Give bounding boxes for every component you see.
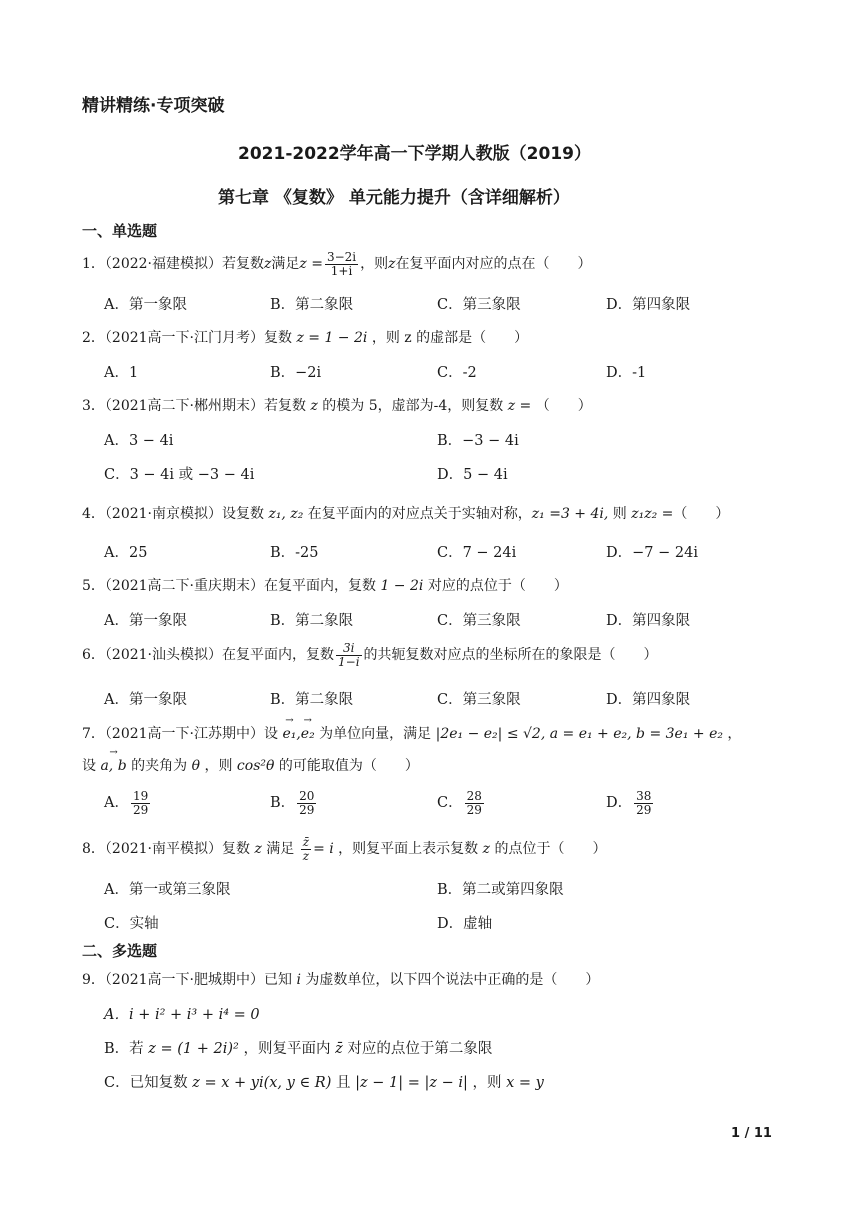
- q9-text-b: 为虚数单位，以下四个说法中正确的是（ ）: [300, 972, 600, 988]
- q3-expr: z =: [507, 398, 532, 414]
- q1-option-c: C．第三象限: [437, 297, 521, 313]
- page-number: 1 / 11: [731, 1126, 772, 1141]
- q3-var: z: [310, 398, 318, 414]
- q8-text-b: 满足: [261, 841, 299, 858]
- q6-option-b: B．第二象限: [270, 692, 354, 708]
- q4-option-b: B．-25: [270, 545, 319, 561]
- q2-text-b: ，则 z 的虚部是（ ）: [367, 330, 529, 346]
- q3-text-a: 3．（2021高二下·郴州期末）若复数: [82, 398, 311, 414]
- document-title: 2021-2022学年高一下学期人教版（2019）: [238, 144, 591, 164]
- q1-tail2: 在复平面内对应的点在（ ）: [395, 256, 592, 273]
- q7-vectors: → e₁,→ e₂: [282, 726, 314, 742]
- series-title: 精讲精练·专项突破: [82, 96, 225, 116]
- q4-vars: z₁, z₂: [268, 506, 304, 522]
- q9-i: i: [296, 972, 301, 988]
- q2-option-a: A．1: [104, 365, 139, 381]
- question-2: [82, 327, 528, 347]
- q5-text-a: 5．（2021高二下·重庆期末）在复平面内，复数: [82, 578, 381, 594]
- section-heading-single: 一、单选题: [82, 222, 158, 240]
- q3-text-b: 的模为 5，虚部为-4，则复数: [317, 398, 508, 414]
- q4-text-c: 则: [608, 506, 632, 522]
- q5-text-b: 对应的点位于（ ）: [423, 578, 568, 594]
- q7-option-a: A． $\frac{19}{29}$: [104, 789, 149, 817]
- q3-option-b: B．−3 − 4i: [437, 433, 519, 449]
- q1-mid: 满足: [271, 256, 300, 273]
- q3-option-d: D．5 − 4i: [437, 467, 508, 483]
- question-7: 7．（2021高一下·江苏期中）设 → e₁,→ e₂ 为单位向量，满足 |2e₁ − e₂| ≤ √2, a = e₁ + e₂, b = 3e₁ + e₂ ，: [82, 723, 741, 743]
- q7-line2-b: 的夹角为: [126, 758, 192, 774]
- q7-text-a: 7．（2021高一下·江苏期中）设: [82, 726, 283, 742]
- q4-option-d: D．−7 − 24i: [606, 545, 698, 561]
- q7-option-d: D． $\frac{38}{29}$: [606, 789, 652, 817]
- q5-expr: 1 − 2i: [380, 578, 424, 594]
- q8-var2: z: [482, 841, 491, 858]
- question-4: [82, 503, 729, 523]
- question-9: [82, 969, 599, 989]
- question-6: [82, 642, 658, 668]
- q5-option-a: A．第一象限: [104, 613, 187, 629]
- q3-option-a: A．3 − 4i: [104, 433, 174, 449]
- q5-option-c: C．第三象限: [437, 613, 521, 629]
- q7-condition: |2e₁ − e₂| ≤ √2, a = e₁ + e₂, b = 3e₁ + e₂: [435, 726, 723, 742]
- question-7-line2: [82, 755, 419, 775]
- q8-option-b: B．第二或第四象限: [437, 882, 564, 898]
- q6-text-b: 的共轭复数对应点的坐标所在的象限是（ ）: [363, 647, 658, 664]
- q4-option-a: A．25: [104, 545, 148, 561]
- q4-text-d: （ ）: [673, 506, 730, 522]
- q7-line2-a: 设: [82, 758, 101, 774]
- q6-option-a: A．第一象限: [104, 692, 187, 708]
- q7-text-b: 为单位向量，满足: [314, 726, 436, 742]
- q9-option-a: A．i + i² + i³ + i⁴ = 0: [104, 1007, 260, 1023]
- q2-expr: z = 1 − 2i: [296, 330, 368, 346]
- q1-option-a: A．第一象限: [104, 297, 187, 313]
- q7-option-b: B． $\frac{20}{29}$: [270, 789, 315, 817]
- q8-option-c: C．实轴: [104, 916, 159, 932]
- q4-option-c: C．7 − 24i: [437, 545, 517, 561]
- q2-option-d: D．-1: [606, 365, 647, 381]
- q6-option-d: D．第四象限: [606, 692, 691, 708]
- q7-line2-c: ，则: [200, 758, 237, 774]
- q2-option-c: C．-2: [437, 365, 477, 381]
- q7-ab: → a, b: [100, 758, 126, 774]
- question-3: [82, 395, 592, 415]
- q8-var: z: [254, 841, 262, 858]
- q8-text-a: 8．（2021·南平模拟）复数: [82, 841, 255, 858]
- q1-option-b: B．第二象限: [270, 297, 354, 313]
- q7-option-c: C． $\frac{28}{29}$: [437, 789, 482, 817]
- q7-cos: cos²θ: [236, 758, 275, 774]
- q4-ask: z₁z₂ =: [631, 506, 674, 522]
- section-heading-multi: 二、多选题: [82, 942, 158, 960]
- q1-var: z: [264, 256, 272, 273]
- q8-text-d: 的点位于（ ）: [490, 841, 607, 858]
- q5-option-d: D．第四象限: [606, 613, 691, 629]
- document-subtitle: 第七章 《复数》 单元能力提升（含详细解析）: [218, 188, 570, 208]
- q2-text-a: 2．（2021高一下·江门月考）复数: [82, 330, 297, 346]
- question-8: [82, 836, 606, 862]
- q3-option-c: C．3 − 4i 或 −3 − 4i: [104, 467, 255, 483]
- q1-option-d: D．第四象限: [606, 297, 691, 313]
- q7-theta: θ: [191, 758, 201, 774]
- question-1: [82, 251, 592, 277]
- q2-option-b: B．−2i: [270, 365, 322, 381]
- q6-option-c: C．第三象限: [437, 692, 521, 708]
- q7-line2-d: 的可能取值为（ ）: [274, 758, 419, 774]
- q1-eq: z =: [299, 256, 323, 273]
- q1-tail1: ，则: [360, 256, 389, 273]
- q9-option-c: C．已知复数 z = x + yi(x, y ∈ R) 且 |z − 1| = |z − i| ，则 x = y: [104, 1075, 544, 1091]
- q6-text-a: 6．（2021·汕头模拟）在复平面内，复数: [82, 647, 334, 664]
- q8-option-d: D．虚轴: [437, 916, 493, 932]
- q8-option-a: A．第一或第三象限: [104, 882, 231, 898]
- q1-prefix: 1．（2022·福建模拟）若复数: [82, 256, 264, 273]
- question-5: [82, 575, 568, 595]
- q4-given: z₁ =3 + 4i,: [531, 506, 609, 522]
- q8-text-c: ，则复平面上表示复数: [333, 841, 483, 858]
- q8-eq: = i: [313, 841, 334, 858]
- q1-var2: z: [388, 256, 396, 273]
- q4-text-b: 在复平面内的对应点关于实轴对称，: [303, 506, 532, 522]
- q1-fraction: $\frac{3-2i}{1+i}$: [326, 250, 357, 278]
- q5-option-b: B．第二象限: [270, 613, 354, 629]
- q6-fraction: $\frac{3i}{1-i}$: [338, 641, 360, 669]
- q9-option-b: B．若 z = (1 + 2i)² ，则复平面内 z̄ 对应的点位于第二象限: [104, 1041, 493, 1057]
- q8-fraction: $\frac{z̄}{z}$: [302, 835, 310, 863]
- q3-text-c: （ ）: [531, 398, 592, 414]
- q9-text-a: 9．（2021高一下·肥城期中）已知: [82, 972, 297, 988]
- q4-text-a: 4．（2021·南京模拟）设复数: [82, 506, 269, 522]
